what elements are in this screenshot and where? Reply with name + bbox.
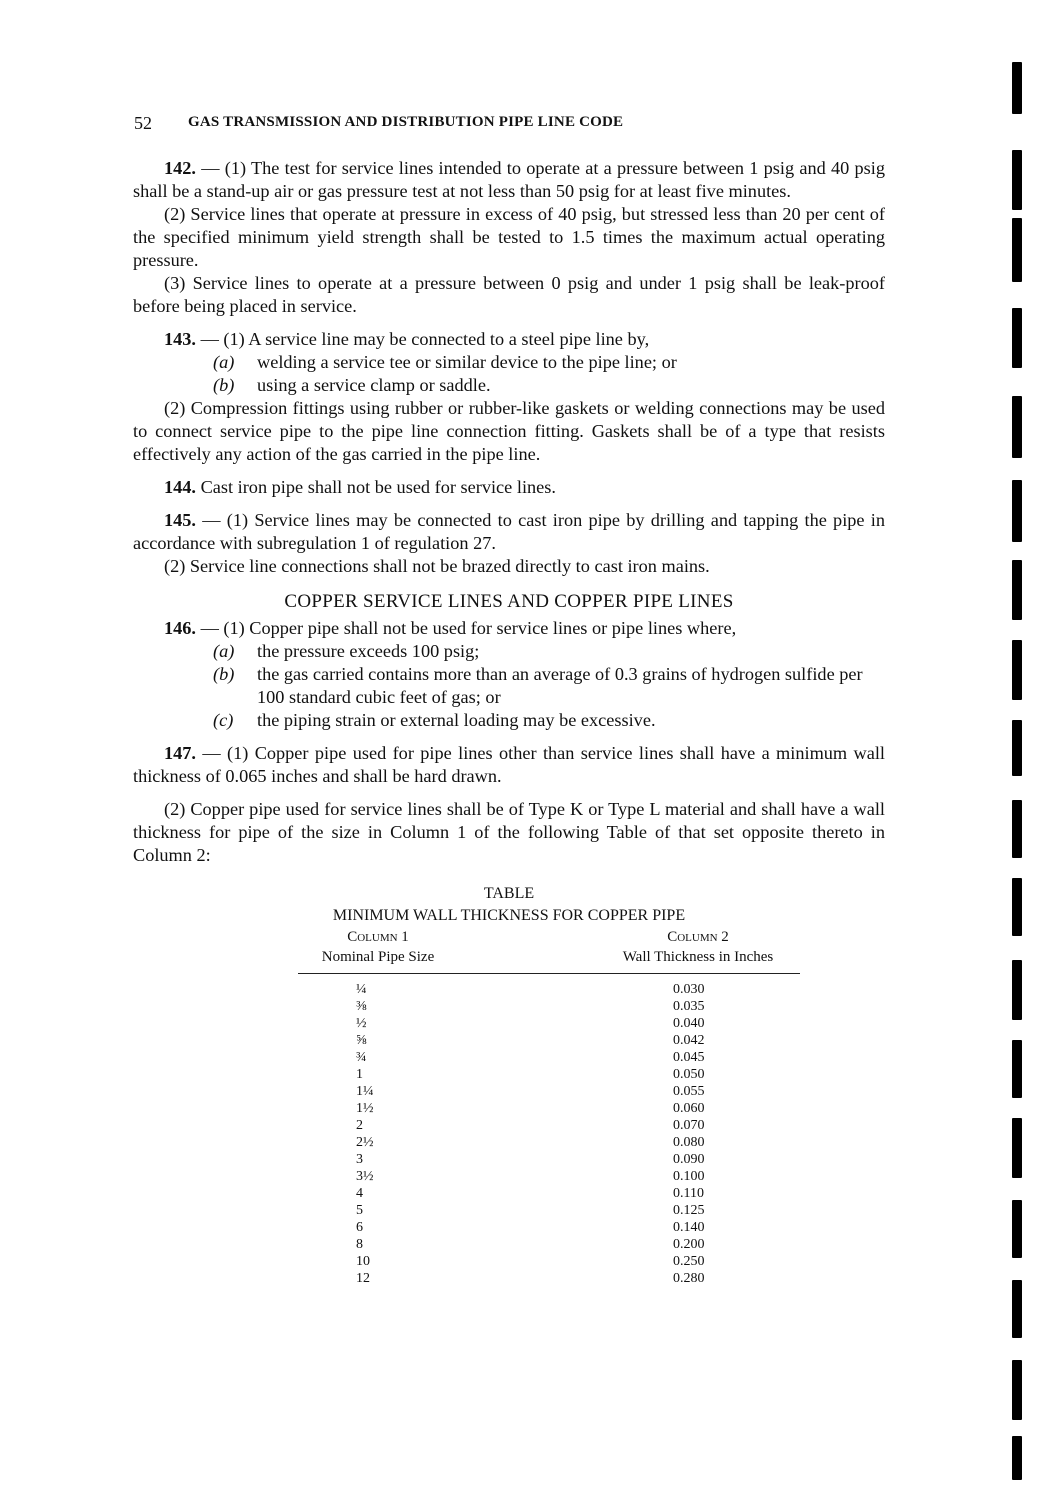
table-column-headers xyxy=(133,927,885,967)
nominal-pipe-size: ½ xyxy=(356,1016,367,1031)
table-row xyxy=(298,1097,800,1114)
margin-mark xyxy=(1012,878,1022,936)
nominal-pipe-size: ⅜ xyxy=(356,999,367,1014)
list-item: (b) the gas carried contains more than an average of 0.3 grains of hydrogen sulfide per 100 standard cubic feet of gas; or xyxy=(213,664,863,707)
margin-mark xyxy=(1012,218,1022,282)
scan-margin-marks xyxy=(1012,40,1040,1480)
wall-thickness: 0.140 xyxy=(673,1220,705,1235)
section-number-145: 145. xyxy=(164,510,196,530)
thickness-table xyxy=(133,883,885,1284)
wall-thickness: 0.055 xyxy=(673,1084,705,1099)
section-142-para-2: (2) Service lines that operate at pressure in excess of 40 psig, but stressed less than 20 per cent of the specified minimum yield strength shall be tested to 1.5 times the maximum actual operating pressure. xyxy=(133,204,885,270)
section-number-147: 147. xyxy=(164,743,196,763)
nominal-pipe-size: 2½ xyxy=(356,1135,374,1150)
margin-mark xyxy=(1012,1118,1022,1178)
nominal-pipe-size: 10 xyxy=(356,1254,370,1269)
table-row xyxy=(298,1182,800,1199)
wall-thickness: 0.100 xyxy=(673,1169,705,1184)
margin-mark xyxy=(1012,1200,1022,1258)
wall-thickness: 0.110 xyxy=(673,1186,704,1201)
section-147-para-2: (2) Copper pipe used for service lines shall be of Type K or Type L material and shall have a wall thickness for pipe of the size in Column 1 of the following Table of that set opposite thereto in Column 2: xyxy=(133,799,885,865)
section-145-para-1: 145. — (1) Service lines may be connected to cast iron pipe by drilling and tapping the pipe in accordance with subregulation 1 of regulation 27. xyxy=(133,510,885,553)
wall-thickness: 0.050 xyxy=(673,1067,705,1082)
nominal-pipe-size: ¾ xyxy=(356,1050,367,1065)
margin-mark xyxy=(1012,308,1022,368)
table-row xyxy=(298,1267,800,1284)
table-title: MINIMUM WALL THICKNESS FOR COPPER PIPE xyxy=(332,907,686,924)
section-145-para-2: (2) Service line connections shall not be brazed directly to cast iron mains. xyxy=(164,556,710,576)
margin-mark xyxy=(1012,720,1022,776)
page-number: 52 xyxy=(134,113,152,133)
margin-mark xyxy=(1012,1436,1022,1480)
section-heading: COPPER SERVICE LINES AND COPPER PIPE LINES xyxy=(284,591,734,612)
margin-mark xyxy=(1012,1040,1022,1098)
table-row xyxy=(298,1131,800,1148)
nominal-pipe-size: 1½ xyxy=(356,1101,374,1116)
table-row xyxy=(298,995,800,1012)
table-row xyxy=(298,1114,800,1131)
table-row xyxy=(298,1165,800,1182)
nominal-pipe-size: 1 xyxy=(356,1067,363,1082)
margin-mark xyxy=(1012,480,1022,542)
section-142-para-1: 142. — (1) The test for service lines intended to operate at a pressure between 1 psig and 40 psig shall be a stand-up air or gas pressure test at not less than 50 psig for at least five minutes. xyxy=(133,158,885,201)
section-142-para-3: (3) Service lines to operate at a pressure between 0 psig and under 1 psig shall be leak-proof before being placed in service. xyxy=(133,273,885,316)
margin-mark xyxy=(1012,150,1022,210)
nominal-pipe-size: 5 xyxy=(356,1203,363,1218)
nominal-pipe-size: 1¼ xyxy=(356,1084,374,1099)
wall-thickness: 0.045 xyxy=(673,1050,705,1065)
section-number-146: 146. xyxy=(164,618,196,638)
table-row xyxy=(298,1250,800,1267)
table-row xyxy=(298,1080,800,1097)
column-1-header: Column 1 Nominal Pipe Size xyxy=(321,929,435,965)
nominal-pipe-size: 8 xyxy=(356,1237,363,1252)
table-row xyxy=(298,978,800,995)
list-item: (b) using a service clamp or saddle. xyxy=(213,375,491,395)
section-143-para-1: 143. — (1) A service line may be connected to a steel pipe line by, xyxy=(164,329,650,349)
table-row xyxy=(298,1029,800,1046)
margin-mark xyxy=(1012,960,1022,1020)
wall-thickness: 0.040 xyxy=(673,1016,705,1031)
table-body xyxy=(298,978,800,1284)
wall-thickness: 0.060 xyxy=(673,1101,705,1116)
wall-thickness: 0.080 xyxy=(673,1135,705,1150)
table-row xyxy=(298,1046,800,1063)
running-title: GAS TRANSMISSION AND DISTRIBUTION PIPE LINE CODE xyxy=(188,114,624,130)
nominal-pipe-size: 6 xyxy=(356,1220,363,1235)
section-146-para-1: 146. — (1) Copper pipe shall not be used for service lines or pipe lines where, xyxy=(164,618,737,638)
table-row xyxy=(298,1199,800,1216)
wall-thickness: 0.125 xyxy=(673,1203,705,1218)
table-row xyxy=(298,1148,800,1165)
nominal-pipe-size: ¼ xyxy=(356,982,367,997)
margin-mark xyxy=(1012,560,1022,620)
wall-thickness: 0.070 xyxy=(673,1118,705,1133)
wall-thickness: 0.280 xyxy=(673,1271,705,1286)
table-row xyxy=(298,1012,800,1029)
nominal-pipe-size: 4 xyxy=(356,1186,363,1201)
margin-mark xyxy=(1012,1360,1022,1420)
nominal-pipe-size: 3½ xyxy=(356,1169,374,1184)
section-147-para-1: 147. — (1) Copper pipe used for pipe lines other than service lines shall have a minimum wall thickness of 0.065 inches and shall be hard drawn. xyxy=(133,743,885,786)
nominal-pipe-size: 3 xyxy=(356,1152,363,1167)
list-item: (c) the piping strain or external loading may be excessive. xyxy=(213,710,656,730)
list-item: (a) the pressure exceeds 100 psig; xyxy=(213,641,480,661)
section-number-144: 144. xyxy=(164,477,196,497)
section-143-para-2: (2) Compression fittings using rubber or rubber-like gaskets or welding connections may be used to connect service pipe to the pipe line connection fitting. Gaskets shall be of a type that resists effectively any action of the gas carried in the pipe line. xyxy=(133,398,885,464)
section-144-para: 144. Cast iron pipe shall not be used for service lines. xyxy=(164,477,556,497)
list-item: (a) welding a service tee or similar device to the pipe line; or xyxy=(213,352,677,372)
table-label: TABLE xyxy=(483,885,535,902)
wall-thickness: 0.035 xyxy=(673,999,705,1014)
margin-mark xyxy=(1012,396,1022,458)
wall-thickness: 0.030 xyxy=(673,982,705,997)
margin-mark xyxy=(1012,1280,1022,1338)
margin-mark xyxy=(1012,800,1022,858)
nominal-pipe-size: ⅝ xyxy=(356,1033,367,1048)
table-row xyxy=(298,1063,800,1080)
page-header xyxy=(134,113,894,137)
nominal-pipe-size: 12 xyxy=(356,1271,370,1286)
wall-thickness: 0.090 xyxy=(673,1152,705,1167)
table-rule xyxy=(298,973,800,974)
wall-thickness: 0.200 xyxy=(673,1237,705,1252)
wall-thickness: 0.042 xyxy=(673,1033,705,1048)
table-row xyxy=(298,1233,800,1250)
margin-mark xyxy=(1012,640,1022,700)
margin-mark xyxy=(1012,62,1022,114)
column-2-header: Column 2 Wall Thickness in Inches xyxy=(622,929,774,965)
table-row xyxy=(298,1216,800,1233)
nominal-pipe-size: 2 xyxy=(356,1118,363,1133)
wall-thickness: 0.250 xyxy=(673,1254,705,1269)
section-number-142: 142. xyxy=(164,158,196,178)
section-number-143: 143. xyxy=(164,329,196,349)
page-body xyxy=(133,157,885,1284)
